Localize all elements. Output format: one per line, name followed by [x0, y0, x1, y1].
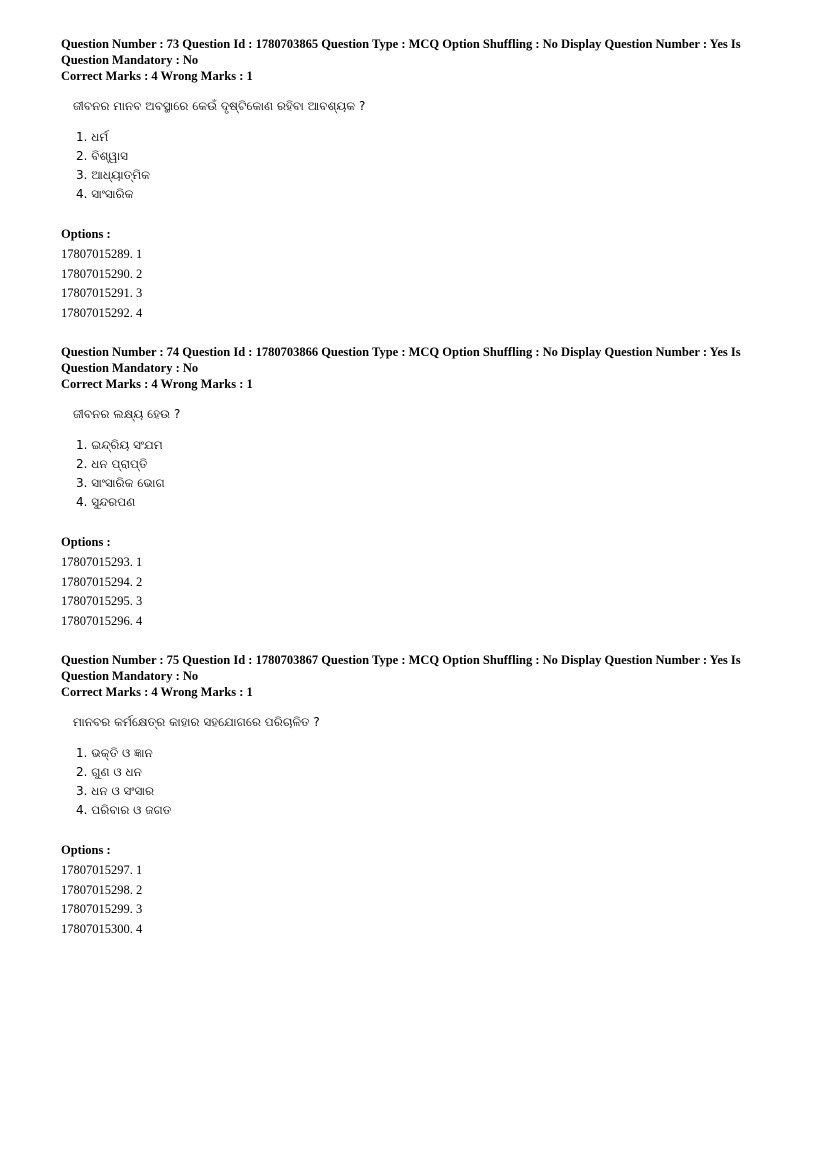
choice-item: 3. ଆଧ୍ୟାତ୍ମିକ [76, 168, 151, 182]
option-id-row: 17807015290. 2 [61, 266, 143, 281]
options-label: Options : [61, 535, 111, 549]
choice-list [76, 436, 761, 512]
question-mandatory-line: Question Mandatory : No [61, 669, 199, 683]
option-id-row: 17807015295. 3 [61, 594, 143, 608]
option-id-row: 17807015294. 2 [61, 574, 143, 589]
question-block-75 [61, 652, 761, 939]
choice-item: 2. ବିଶ୍ୱାସ [76, 149, 128, 163]
question-text: ଜୀବନର ମାନବ ଅବସ୍ଥାରେ କେଉଁ ଦୃଷ୍ଟିକୋଣ ରହିବା ଆବଶ୍ୟକ ? [73, 99, 366, 113]
choice-item: 3. ସାଂସାରିକ ଭୋଗ [76, 476, 165, 490]
choice-item: 1. ଧର୍ମ [76, 130, 109, 144]
choice-item: 2. ଗୁଣ ଓ ଧନ [76, 765, 142, 779]
question-meta-line: Question Number : 73 Question Id : 1780703865 Question Type : MCQ Option Shuffling : No Display Question Number : Yes Is [61, 37, 741, 51]
marks-line: Correct Marks : 4 Wrong Marks : 1 [61, 377, 253, 391]
choice-item: 3. ଧନ ଓ ସଂସାର [76, 784, 155, 798]
option-id-row: 17807015298. 2 [61, 882, 143, 897]
option-id-list [61, 553, 761, 631]
question-block-74 [61, 344, 761, 631]
option-id-row: 17807015297. 1 [61, 863, 143, 877]
question-text: ଜୀବନର ଲକ୍ଷ୍ୟ ହେଉ ? [73, 407, 181, 421]
question-block-73 [61, 36, 761, 323]
option-id-row: 17807015293. 1 [61, 555, 143, 569]
choice-item: 4. ସୁନ୍ଦରପଣ [76, 495, 136, 509]
question-mandatory-line: Question Mandatory : No [61, 361, 199, 375]
option-id-list [61, 245, 761, 323]
question-meta-line: Question Number : 75 Question Id : 1780703867 Question Type : MCQ Option Shuffling : No Display Question Number : Yes Is [61, 653, 741, 667]
choice-item: 1. ଇନ୍ଦ୍ରିୟ ସଂଯମ [76, 438, 163, 452]
choice-item: 4. ସାଂସାରିକ [76, 187, 134, 201]
marks-line: Correct Marks : 4 Wrong Marks : 1 [61, 69, 253, 83]
option-id-row: 17807015291. 3 [61, 286, 143, 300]
option-id-list [61, 861, 761, 939]
option-id-row: 17807015292. 4 [61, 305, 143, 320]
question-text: ମାନବର କର୍ମକ୍ଷେତ୍ର କାହାର ସହଯୋଗରେ ପରିଚାଳିତ ? [73, 715, 320, 729]
option-id-row: 17807015300. 4 [61, 921, 143, 936]
option-id-row: 17807015289. 1 [61, 247, 143, 261]
options-label: Options : [61, 843, 111, 857]
choice-item: 4. ପରିବାର ଓ ଜଗତ [76, 803, 172, 817]
marks-line: Correct Marks : 4 Wrong Marks : 1 [61, 685, 253, 699]
options-label: Options : [61, 227, 111, 241]
question-paper-page [61, 36, 761, 960]
option-id-row: 17807015299. 3 [61, 902, 143, 916]
choice-list [76, 744, 761, 820]
question-meta-line: Question Number : 74 Question Id : 1780703866 Question Type : MCQ Option Shuffling : No Display Question Number : Yes Is [61, 345, 741, 359]
option-id-row: 17807015296. 4 [61, 613, 143, 628]
choice-item: 2. ଧନ ପ୍ରାପ୍ତି [76, 457, 148, 471]
choice-list [76, 128, 761, 204]
choice-item: 1. ଭକ୍ତି ଓ ଜ୍ଞାନ [76, 746, 153, 760]
question-mandatory-line: Question Mandatory : No [61, 53, 199, 67]
